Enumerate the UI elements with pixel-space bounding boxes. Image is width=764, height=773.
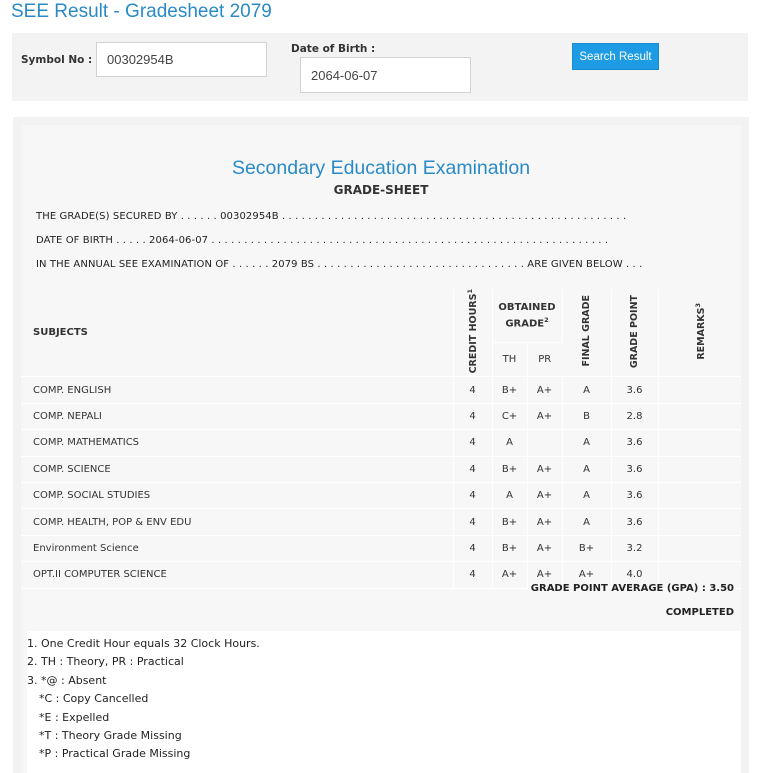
grade-point-cell: 3.2: [611, 535, 658, 561]
dob-label: Date of Birth :: [291, 43, 376, 55]
final-grade-cell: A: [562, 456, 611, 482]
final-grade-cell: A: [562, 430, 611, 456]
grade-point-cell: 2.8: [611, 403, 658, 429]
final-grade-cell: A: [562, 482, 611, 508]
header-obtained-grade: OBTAINED GRADE$^2$: [492, 289, 562, 343]
note-expelled: *E : Expelled: [39, 711, 110, 724]
th-grade-cell: B+: [492, 535, 527, 561]
credit-cell: 4: [453, 562, 492, 588]
note-th-pr: 2. TH : Theory, PR : Practical: [27, 655, 184, 668]
search-panel: [12, 33, 748, 101]
header-grade-point: GRADE POINT: [611, 289, 658, 377]
exam-line: IN THE ANNUAL SEE EXAMINATION OF . . . . . . 2079 BS . . . . . . . . . . . . . . . . . . . . . . . . . . . . . . . . ARE GIVEN BELOW . . .: [36, 259, 643, 270]
grade-point-cell: 3.6: [611, 430, 658, 456]
pr-grade-cell: A+: [527, 377, 562, 403]
credit-cell: 4: [453, 509, 492, 535]
credit-cell: 4: [453, 403, 492, 429]
credit-cell: 4: [453, 456, 492, 482]
remarks-cell: [658, 482, 741, 508]
th-grade-cell: A+: [492, 562, 527, 588]
symbol-label: Symbol No :: [21, 54, 93, 66]
grade-point-cell: 4.0: [611, 562, 658, 588]
grade-point-cell: 3.6: [611, 456, 658, 482]
final-grade-cell: A+: [562, 562, 611, 588]
note-theory-missing: *T : Theory Grade Missing: [39, 729, 182, 742]
remarks-cell: [658, 535, 741, 561]
th-grade-cell: B+: [492, 377, 527, 403]
dob-line: DATE OF BIRTH . . . . . 2064-06-07 . . . . . . . . . . . . . . . . . . . . . . . . . . . . . . . . . . . . . . . . . . . . . . . . . . . . . . . . . . . . .: [36, 235, 609, 246]
secured-by-line: THE GRADE(S) SECURED BY . . . . . . 00302954B . . . . . . . . . . . . . . . . . . . . . . . . . . . . . . . . . . . . . . . . . . . . . . . . . . . . .: [36, 211, 627, 222]
table-row: [21, 456, 741, 482]
grade-point-cell: 3.6: [611, 377, 658, 403]
header-final-grade: FINAL GRADE: [562, 289, 611, 377]
grade-point-cell: 3.6: [611, 482, 658, 508]
th-grade-cell: A: [492, 430, 527, 456]
header-pr: PR: [527, 343, 562, 377]
remarks-cell: [658, 509, 741, 535]
note-copy-cancelled: *C : Copy Cancelled: [39, 692, 149, 705]
credit-cell: 4: [453, 377, 492, 403]
final-grade-cell: A: [562, 377, 611, 403]
subject-cell: COMP. HEALTH, POP & ENV EDU: [21, 509, 453, 535]
note-practical-missing: *P : Practical Grade Missing: [39, 747, 191, 760]
final-grade-cell: B+: [562, 535, 611, 561]
th-grade-cell: A: [492, 482, 527, 508]
remarks-cell: [658, 403, 741, 429]
subject-cell: OPT.II COMPUTER SCIENCE: [21, 562, 453, 588]
credit-cell: 4: [453, 535, 492, 561]
header-remarks: REMARKS$^3$: [658, 289, 741, 377]
pr-grade-cell: A+: [527, 482, 562, 508]
symbol-number-input[interactable]: [96, 42, 267, 77]
gradesheet-title: GRADE-SHEET: [333, 183, 429, 197]
table-row: [21, 535, 741, 561]
subject-cell: COMP. ENGLISH: [21, 377, 453, 403]
page-title: SEE Result - Gradesheet 2079: [11, 1, 272, 22]
header-credit-hours: CREDIT HOURS$^1$: [453, 289, 492, 377]
subject-cell: COMP. MATHEMATICS: [21, 430, 453, 456]
pr-grade-cell: A+: [527, 535, 562, 561]
grade-point-cell: 3.6: [611, 509, 658, 535]
gradesheet: [21, 125, 741, 773]
header-th: TH: [492, 343, 527, 377]
header-subjects: SUBJECTS: [21, 289, 453, 377]
note-credit-hour: 1. One Credit Hour equals 32 Clock Hours.: [27, 637, 260, 650]
th-grade-cell: B+: [492, 509, 527, 535]
note-absent: 3. *@ : Absent: [27, 674, 107, 687]
credit-cell: 4: [453, 482, 492, 508]
credit-cell: 4: [453, 430, 492, 456]
notes-panel: [27, 631, 741, 773]
pr-grade-cell: A+: [527, 562, 562, 588]
pr-grade-cell: A+: [527, 403, 562, 429]
table-row: [21, 430, 741, 456]
grades-table: [21, 289, 741, 589]
remarks-cell: [658, 430, 741, 456]
dob-input[interactable]: [300, 57, 471, 93]
subject-cell: Environment Science: [21, 535, 453, 561]
th-grade-cell: B+: [492, 456, 527, 482]
search-result-button[interactable]: Search Result: [572, 43, 659, 70]
table-row: [21, 403, 741, 429]
result-status: COMPLETED: [665, 607, 734, 618]
pr-grade-cell: A+: [527, 509, 562, 535]
final-grade-cell: A: [562, 509, 611, 535]
exam-title: Secondary Education Examination: [231, 157, 531, 179]
subject-cell: COMP. SOCIAL STUDIES: [21, 482, 453, 508]
remarks-cell: [658, 377, 741, 403]
subject-cell: COMP. NEPALI: [21, 403, 453, 429]
remarks-cell: [658, 456, 741, 482]
subject-cell: COMP. SCIENCE: [21, 456, 453, 482]
th-grade-cell: C+: [492, 403, 527, 429]
table-row: [21, 377, 741, 403]
gradesheet-container: [13, 117, 749, 773]
pr-grade-cell: A+: [527, 456, 562, 482]
table-row: [21, 509, 741, 535]
pr-grade-cell: [527, 430, 562, 456]
table-row: [21, 482, 741, 508]
final-grade-cell: B: [562, 403, 611, 429]
gpa-summary: GRADE POINT AVERAGE (GPA) : 3.50: [530, 583, 734, 594]
